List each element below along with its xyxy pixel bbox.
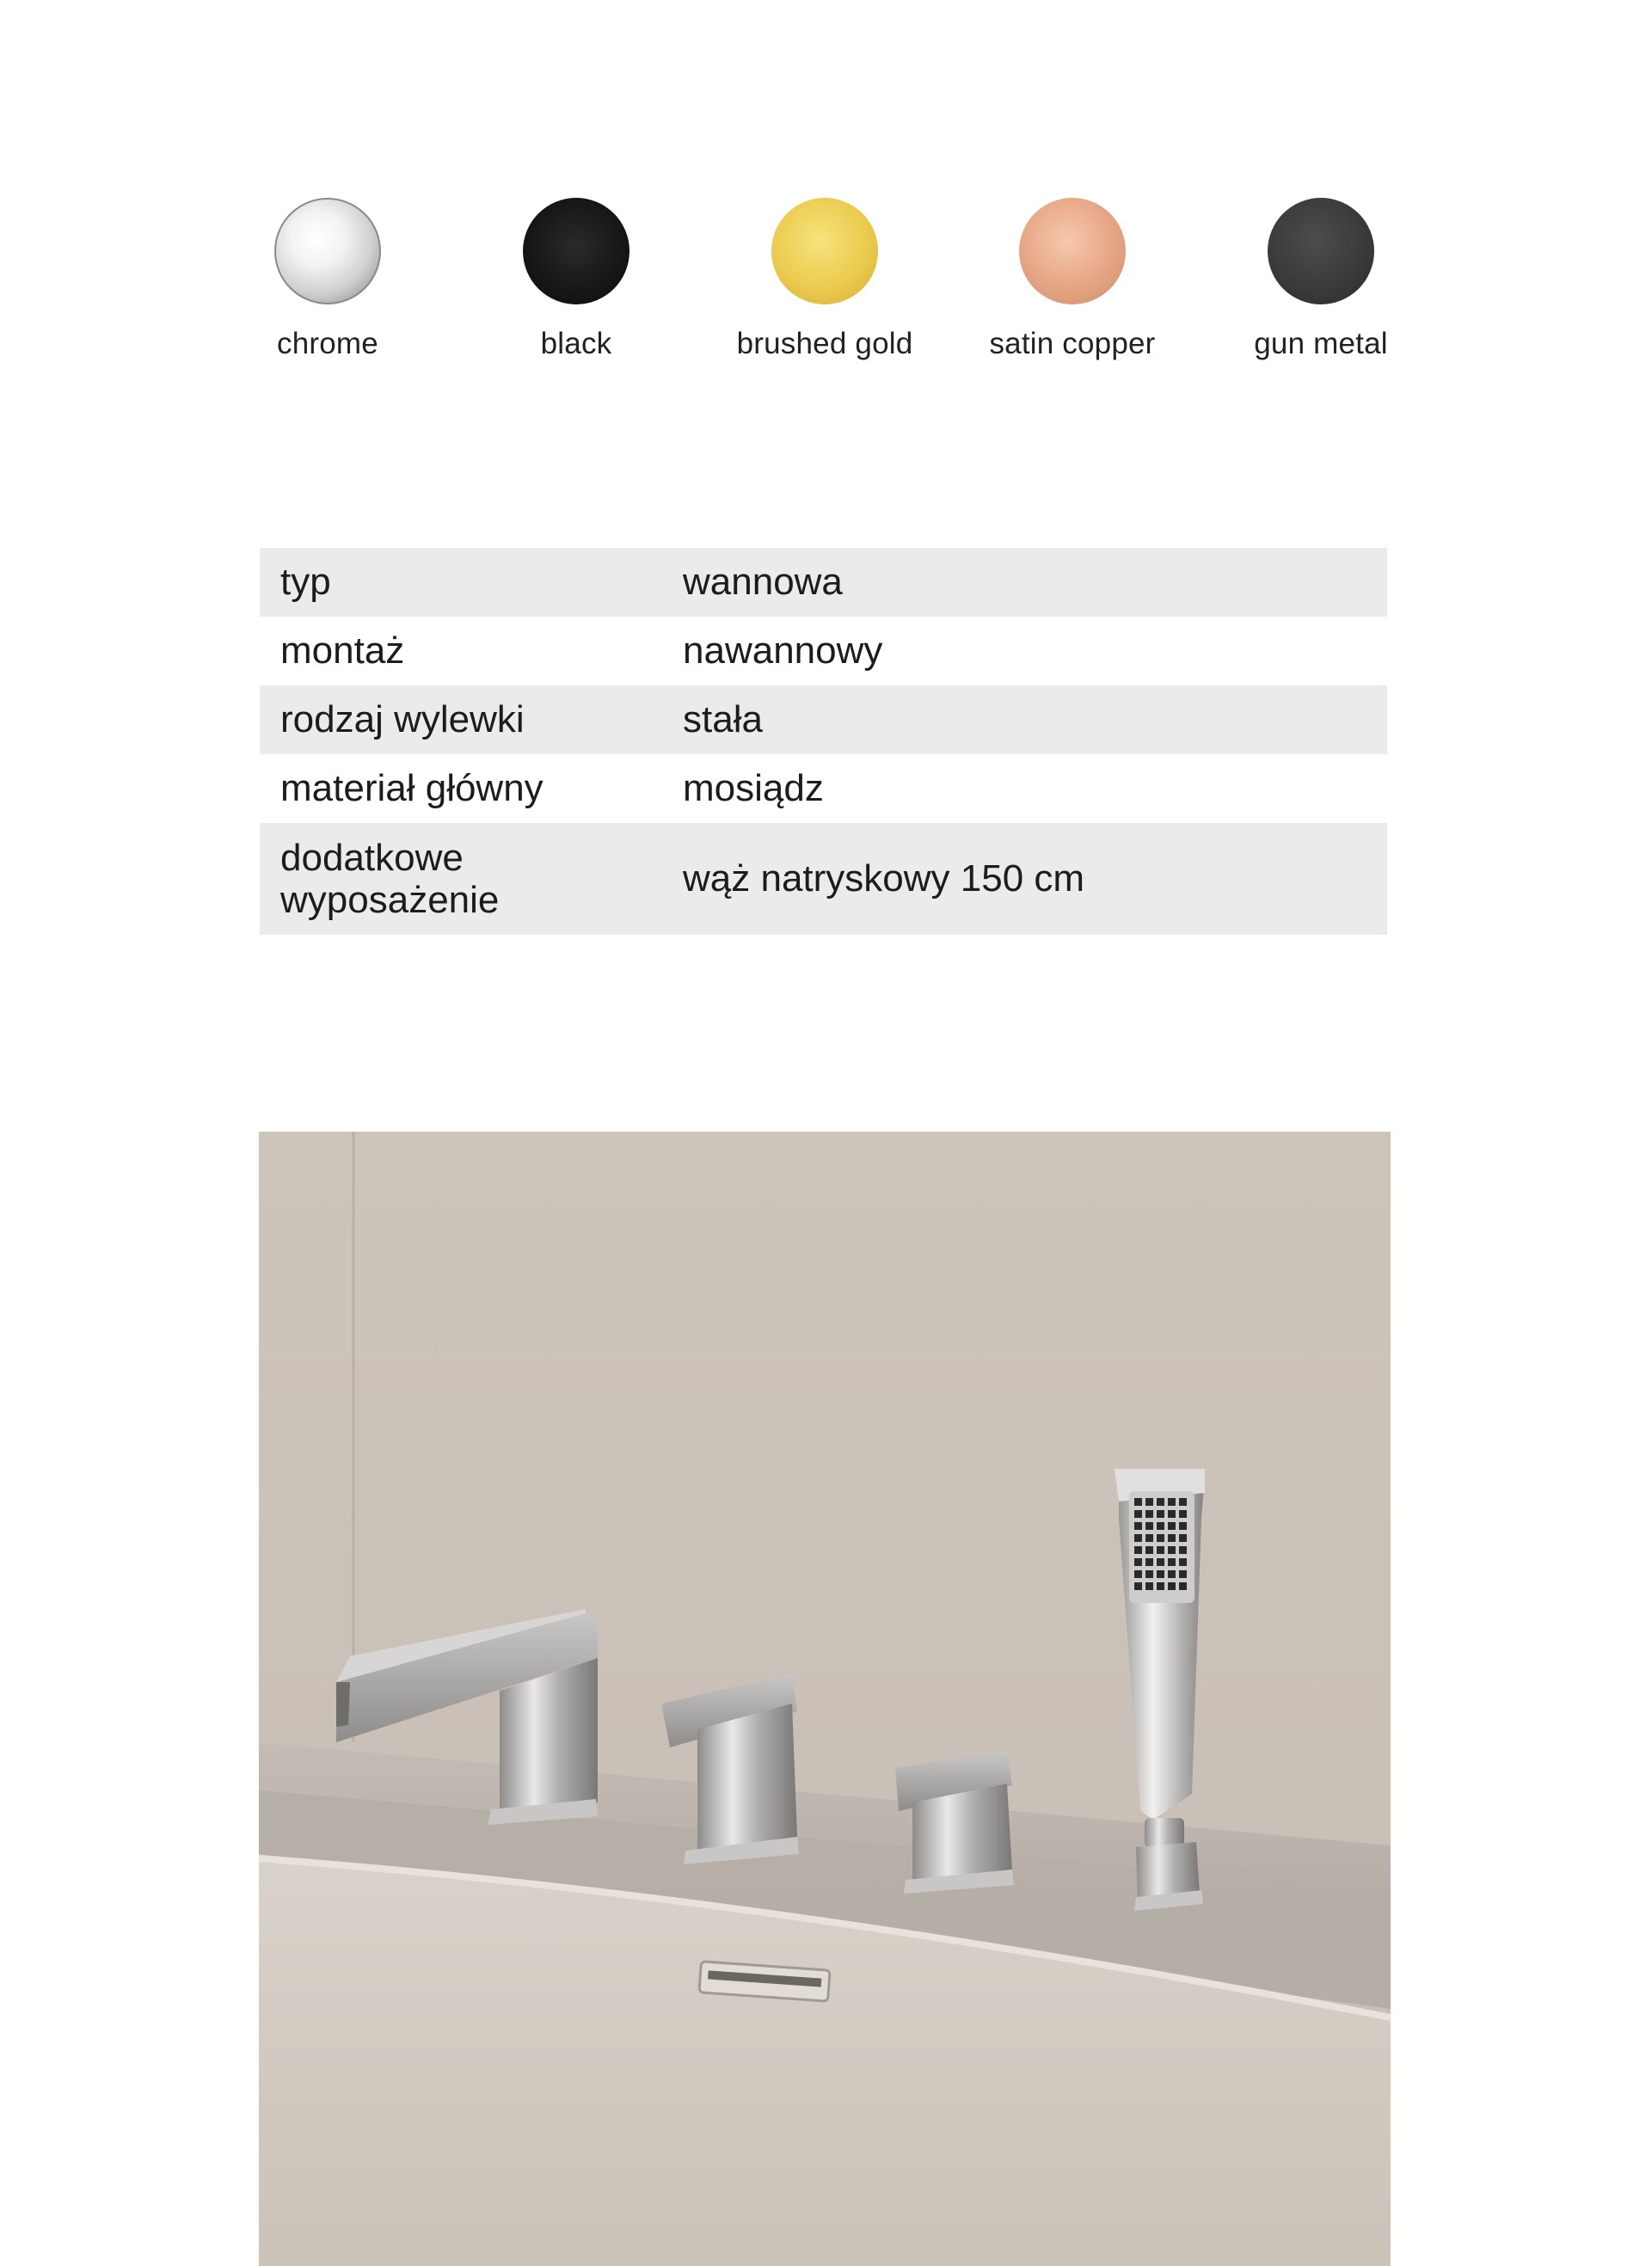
bath-mixer-illustration	[259, 1132, 1391, 2266]
finish-gun-metal[interactable]	[1209, 198, 1433, 361]
spec-key: typ	[280, 561, 331, 604]
product-photo	[259, 1132, 1391, 2266]
spec-row-material-glowny	[260, 754, 1387, 823]
shower-holder	[1145, 1818, 1184, 1847]
spec-row-rodzaj-wylewki	[260, 685, 1387, 754]
black-swatch-icon	[523, 198, 629, 304]
spec-value: nawannowy	[683, 629, 883, 672]
spec-value: wąż natryskowy 150 cm	[683, 857, 1085, 900]
spec-row-montaz	[260, 617, 1387, 685]
finish-label: gun metal	[1254, 327, 1388, 360]
spout-end	[336, 1682, 350, 1727]
finish-label: black	[540, 327, 612, 360]
finish-label: brushed gold	[736, 327, 913, 360]
chrome-swatch-icon	[274, 198, 381, 304]
finish-label: satin copper	[989, 327, 1156, 360]
spec-key: rodzaj wylewki	[280, 698, 525, 741]
spec-row-typ	[260, 548, 1387, 617]
finish-black[interactable]	[464, 198, 688, 361]
satin-copper-swatch-icon	[1019, 198, 1126, 304]
spec-value: mosiądz	[683, 767, 824, 810]
spec-value: stała	[683, 698, 763, 741]
finish-brushed-gold[interactable]	[713, 198, 937, 361]
finish-swatches	[0, 0, 1652, 378]
finish-chrome[interactable]	[216, 198, 439, 361]
gun-metal-swatch-icon	[1268, 198, 1374, 304]
lever-body	[697, 1704, 797, 1851]
spec-key: materiał główny	[280, 767, 544, 810]
brushed-gold-swatch-icon	[771, 198, 878, 304]
finish-satin-copper[interactable]	[961, 198, 1184, 361]
shower-holder-body	[1136, 1842, 1200, 1899]
spec-table	[260, 548, 1387, 935]
spec-key: montaż	[280, 629, 405, 672]
spec-key: dodatkowe wyposażenie	[280, 836, 500, 921]
spec-value: wannowa	[683, 561, 843, 604]
spec-row-dodatkowe-wyposazenie	[260, 823, 1387, 935]
finish-label: chrome	[277, 327, 378, 360]
